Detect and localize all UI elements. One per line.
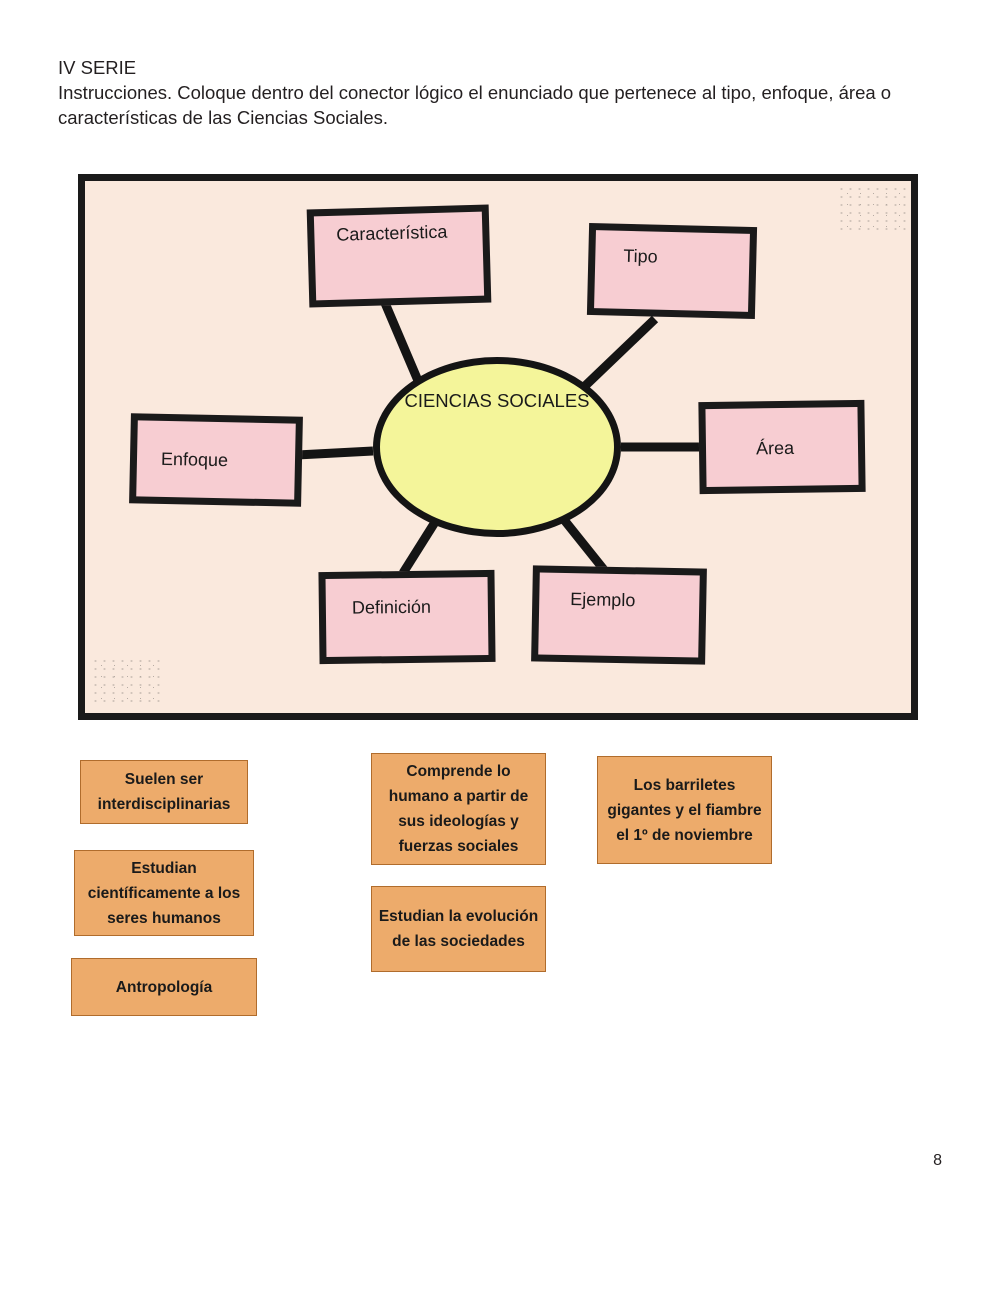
node-definicion-label: Definición	[351, 596, 432, 618]
node-definicion[interactable]	[318, 570, 495, 664]
page-title: IV SERIE	[58, 57, 137, 78]
speckle-texture-bottom-left	[91, 657, 161, 707]
instructions-text: Instrucciones. Coloque dentro del conector lógico el enunciado que pertenece al tipo, enfoque, área o características de las Ciencias Sociales.	[58, 82, 892, 128]
node-tipo[interactable]	[587, 223, 757, 319]
node-area-label: Área	[755, 437, 795, 459]
center-node-label: CIENCIAS SOCIALES	[404, 390, 590, 411]
concept-map-frame	[78, 174, 918, 720]
concept-map-canvas	[85, 181, 911, 713]
answer-chip[interactable]: Los barriletes gigantes y el fiambre el 1º de noviembre	[597, 756, 772, 864]
center-node-ciencias-sociales	[373, 357, 621, 537]
speckle-texture-top-right	[837, 185, 907, 235]
answer-chip[interactable]: Antropología	[71, 958, 257, 1016]
answer-chip[interactable]: Comprende lo humano a partir de sus ideologías y fuerzas sociales	[371, 753, 546, 865]
node-caracteristica-label: Característica	[336, 221, 448, 245]
node-enfoque-label: Enfoque	[160, 448, 229, 471]
node-enfoque[interactable]	[129, 413, 303, 507]
answer-chip[interactable]: Estudian científicamente a los seres humanos	[74, 850, 254, 936]
node-tipo-label: Tipo	[623, 245, 658, 267]
node-area[interactable]	[698, 400, 865, 494]
heading-block	[58, 55, 948, 130]
answer-chip[interactable]: Suelen ser interdisciplinarias	[80, 760, 248, 824]
node-ejemplo[interactable]	[531, 565, 707, 664]
page-number: 8	[933, 1152, 942, 1169]
answer-chip[interactable]: Estudian la evolución de las sociedades	[371, 886, 546, 972]
node-caracteristica[interactable]	[307, 204, 492, 307]
node-ejemplo-label: Ejemplo	[570, 589, 636, 611]
